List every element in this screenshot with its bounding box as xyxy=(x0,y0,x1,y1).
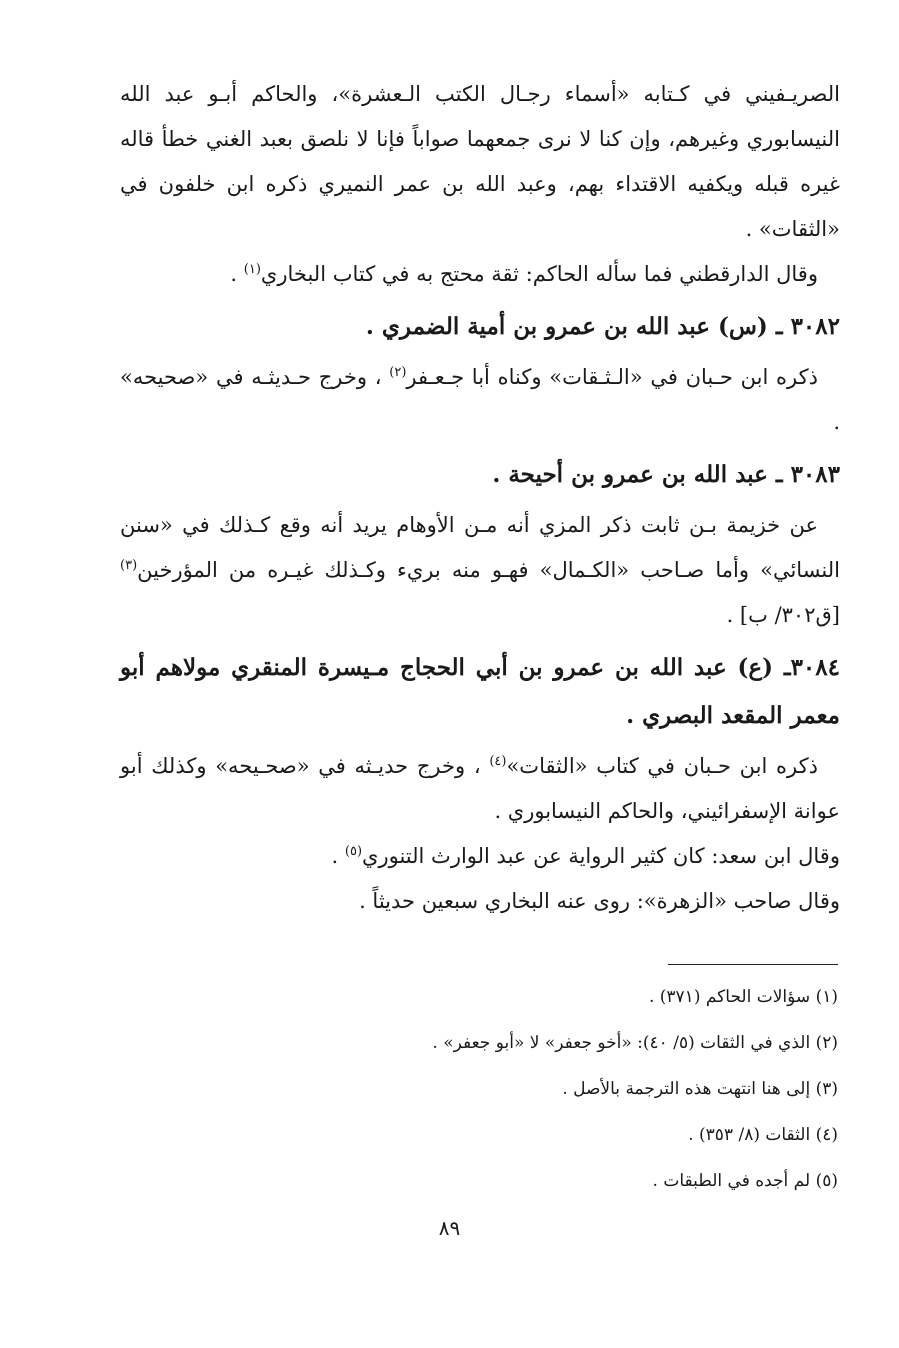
paragraph-text: ذكره ابن حـبان في «الـثـقات» وكناه أبا جـعـفر xyxy=(406,365,818,389)
footnote-divider xyxy=(668,964,838,965)
paragraph-text: وقال الدارقطني فما سأله الحاكم: ثقة محتج به في كتاب البخاري xyxy=(260,262,818,286)
footnote-ref: (٤) xyxy=(489,754,507,769)
entry-heading-3082: ٣٠٨٢ ـ (س) عبد الله بن عمرو بن أمية الضمري . xyxy=(365,313,840,340)
paragraph-text: ذكره ابن حـبان في كتاب «الثقات» xyxy=(506,754,818,778)
footnote-ref: (٢) xyxy=(389,365,407,380)
paragraph-text: ، وخرج حـديثـه في «صحيحه» . xyxy=(120,365,840,434)
paragraph-ibn-sad xyxy=(120,834,840,879)
paragraph-3084 xyxy=(120,744,840,834)
paragraph-3082 xyxy=(120,355,840,445)
paragraph-text: عن خزيمة بـن ثابت ذكر المزي أنه مـن الأوهام يريد أنه وقع كـذلك في «سنن النسائي» وأما صـاحب «الكـمال» فهـو منه بريء وكـذلك غيـره من المؤرخين xyxy=(120,513,840,582)
footnotes xyxy=(300,974,838,1204)
paragraph-text: . xyxy=(230,262,244,286)
footnote-item: (٤) الثقات (٨/ ٣٥٣) . xyxy=(688,1125,838,1145)
entry-heading-3083: ٣٠٨٣ ـ عبد الله بن عمرو بن أحيحة . xyxy=(492,461,840,488)
footnote-ref: (٥) xyxy=(344,844,363,859)
entry-heading-3084: ٣٠٨٤ـ (ع) عبد الله بن عمرو بن أبي الحجاج مـيسرة المنقري مولاهم أبو معمر المقعد البصري . xyxy=(120,654,840,729)
page-number: ٨٩ xyxy=(438,1216,461,1240)
paragraph-text: ، وخرج حديـثه في «صحـيحه» وكذلك أبو عوانة الإسفرائيني، والحاكم النيسابوري . xyxy=(120,754,840,823)
paragraph-text: وقال ابن سعد: كان كثير الرواية عن عبد الوارث التنوري xyxy=(362,844,840,868)
main-text xyxy=(120,72,840,924)
paragraph-text: [ق٣٠٢/ ب] . xyxy=(726,603,840,627)
footnote-ref: (٣) xyxy=(120,558,138,573)
footnote-item: (١) سؤالات الحاكم (٣٧١) . xyxy=(648,987,838,1007)
paragraph-daraqutni xyxy=(120,252,840,297)
footnote-item: (٥) لم أجده في الطبقات . xyxy=(652,1171,838,1191)
footnote-item: (٢) الذي في الثقات (٥/ ٤٠): «أخو جعفر» لا «أبو جعفر» . xyxy=(432,1033,838,1053)
footnote-ref: (١) xyxy=(243,262,261,277)
paragraph-3083 xyxy=(120,503,840,638)
footnote-item: (٣) إلى هنا انتهت هذه الترجمة بالأصل . xyxy=(562,1079,838,1099)
paragraph-intro: الصريـفيني في كـتابه «أسماء رجـال الكتب الـعشرة»، والحاكم أبـو عبد الله النيسابوري وغيرهم، وإن كنا لا نرى جمعهما صواباً فإنا لا نلصق بعبد الغني خطأ قاله غيره قبله ويكفيه الاقتداء بهم، وعبد الله بن عمر النميري ذكره ابن خلفون في «الثقات» . xyxy=(120,82,840,241)
paragraph-text: . xyxy=(331,844,345,868)
paragraph-zahra: وقال صاحب «الزهرة»: روى عنه البخاري سبعين حديثاً . xyxy=(359,889,840,913)
